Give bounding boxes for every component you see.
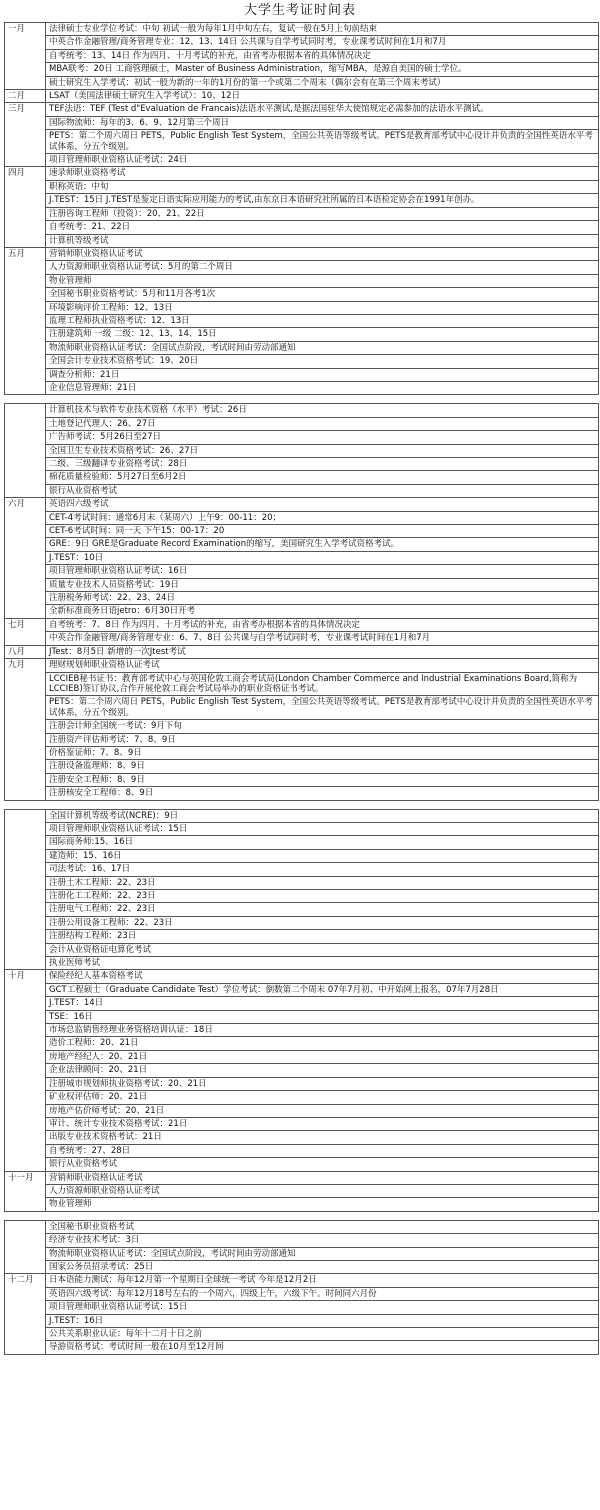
exam-entry: 注册电气工程师：22、23日 (46, 903, 599, 916)
exam-entry: PETS：第二个周六周日 PETS，Public English Test System，全国公共英语等级考试。PETS是教育部考试中心设计并负责的全国性英语水平考试体系，分五个级别。 (46, 696, 599, 720)
table-row (5, 903, 599, 916)
month-label: 五月 (5, 247, 46, 394)
exam-entry: 自考统考：21、22日 (46, 221, 599, 234)
month-label (5, 404, 46, 498)
table-row (5, 849, 599, 862)
table-row (5, 1301, 599, 1314)
table-row (5, 1050, 599, 1063)
exam-entry: 质量专业技术人员资格考试：19日 (46, 578, 599, 591)
table-row (5, 836, 599, 849)
exam-entry: MBA联考：20日 工商管理硕士，Master of Business Administration，缩写MBA，是源自美国的硕士学位。 (46, 63, 599, 76)
exam-entry: PETS：第二个周六周日 PETS，Public English Test System，全国公共英语等级考试。PETS是教育部考试中心设计并负责的全国性英语水平考试体系，分五个级别。 (46, 130, 599, 154)
table-row (5, 605, 599, 618)
table-row (5, 720, 599, 733)
exam-entry: 英语四六级考试 (46, 498, 599, 511)
section-divider (5, 395, 599, 404)
table-row (5, 404, 599, 417)
exam-entry: 广告师考试：5月26日至27日 (46, 431, 599, 444)
exam-entry: 自考统考：13、14日 作为四月、十月考试的补充，由省考办根据本省的具体情况决定 (46, 49, 599, 62)
exam-entry: 土地登记代理人：26、27日 (46, 417, 599, 430)
exam-entry: CET-4考试时间：通常6月末（某周六）上午9：00-11：20； (46, 511, 599, 524)
exam-entry: 注册核安全工程师：8、9日 (46, 787, 599, 800)
table-row (5, 565, 599, 578)
exam-entry: 物业管理师 (46, 1198, 599, 1211)
table-row (5, 1077, 599, 1090)
table-row (5, 1247, 599, 1260)
exam-entry: 公共关系职业认证：每年十二月十日之前 (46, 1328, 599, 1341)
table-row (5, 167, 599, 180)
exam-entry: 矿业权评估师：20、21日 (46, 1091, 599, 1104)
exam-entry: 保险经纪人基本资格考试 (46, 970, 599, 983)
exam-entry: 注册公用设备工程师：22、23日 (46, 916, 599, 929)
section-divider (5, 800, 599, 809)
exam-entry: 全国秘书职业资格考试：5月和11月各考1次 (46, 288, 599, 301)
exam-entry: 注册土木工程师：22、23日 (46, 876, 599, 889)
table-row (5, 983, 599, 996)
table-row (5, 484, 599, 497)
table-row (5, 221, 599, 234)
month-label: 一月 (5, 23, 46, 90)
table-row (5, 381, 599, 394)
exam-entry: J.TEST：14日 (46, 997, 599, 1010)
exam-entry: 全国计算机等级考试(NCRE)：9日 (46, 809, 599, 822)
table-row (5, 90, 599, 103)
exam-entry: 注册安全工程师：8、9日 (46, 773, 599, 786)
table-row (5, 632, 599, 645)
table-row (5, 997, 599, 1010)
exam-entry: 项目管理师职业资格认证考试：15日 (46, 1301, 599, 1314)
exam-entry: 注册税务师考试：22、23、24日 (46, 592, 599, 605)
month-label (5, 1220, 46, 1274)
exam-entry: 人力资源师职业资格认证考试 (46, 1184, 599, 1197)
month-label: 二月 (5, 90, 46, 103)
table-row (5, 444, 599, 457)
exam-entry: 注册建筑师 一级 二级：12、13、14、15日 (46, 328, 599, 341)
exam-entry: J.TEST：10日 (46, 551, 599, 564)
table-row (5, 1010, 599, 1023)
exam-entry: 注册会计师全国统一考试：9月下旬 (46, 720, 599, 733)
exam-entry: 速录师职业资格考试 (46, 167, 599, 180)
schedule-table (4, 22, 599, 1355)
table-row (5, 970, 599, 983)
table-row (5, 355, 599, 368)
table-row (5, 538, 599, 551)
table-row (5, 696, 599, 720)
exam-entry: 注册设备监理师：8、9日 (46, 760, 599, 773)
table-row (5, 1064, 599, 1077)
exam-entry: 造价工程师：20、21日 (46, 1037, 599, 1050)
exam-entry: 计算机等级考试 (46, 234, 599, 247)
table-row (5, 274, 599, 287)
page-title: 大学生考证时间表 (243, 3, 356, 18)
exam-entry: 人力资源师职业资格认证考试：5月的第二个周日 (46, 261, 599, 274)
table-row (5, 1328, 599, 1341)
table-row (5, 314, 599, 327)
exam-entry: 法律硕士专业学位考试：中旬 初试一般为每年1月中旬左右，复试一般在5月上旬前结束 (46, 23, 599, 36)
table-row (5, 301, 599, 314)
table-row (5, 130, 599, 154)
table-row (5, 809, 599, 822)
table-row (5, 180, 599, 193)
table-row (5, 659, 599, 672)
table-row (5, 1024, 599, 1037)
exam-entry: 银行从业资格考试 (46, 484, 599, 497)
exam-entry: 硕士研究生入学考试：初试一般为新的一年的1月份的第一个或第二个周末（偶尔会有在第三个周末考试） (46, 76, 599, 89)
exam-entry: 注册结构工程师：23日 (46, 930, 599, 943)
exam-entry: 银行从业资格考试 (46, 1158, 599, 1171)
table-row (5, 943, 599, 956)
exam-entry: LSAT（美国法律硕士研究生入学考试）：10、12日 (46, 90, 599, 103)
table-row (5, 36, 599, 49)
exam-entry: 二级、三级翻译专业资格考试：28日 (46, 458, 599, 471)
exam-entry: 物流师职业资格认证考试：全国试点阶段，考试时间由劳动部通知 (46, 1247, 599, 1260)
table-row (5, 916, 599, 929)
exam-entry: 全新标准商务日语jetro：6月30日开考 (46, 605, 599, 618)
exam-entry: 执业医师考试 (46, 957, 599, 970)
exam-entry: 建造师：15、16日 (46, 849, 599, 862)
exam-entry: 日本语能力测试：每年12月第一个星期日全球统一考试 今年是12月2日 (46, 1274, 599, 1287)
table-row (5, 154, 599, 167)
table-row (5, 511, 599, 524)
table-row (5, 1234, 599, 1247)
table-row (5, 247, 599, 260)
table-row (5, 368, 599, 381)
table-row (5, 551, 599, 564)
exam-entry: CET-6考试时间：同一天 下午15：00-17：20 (46, 525, 599, 538)
exam-entry: 注册咨询工程师（投资）：20、21、22日 (46, 207, 599, 220)
table-row (5, 773, 599, 786)
table-row (5, 618, 599, 631)
exam-entry: JTest：8月5日 新增的一次Jtest考试 (46, 645, 599, 658)
exam-entry: 中英合作金融管理/商务管理专业：6、7、8日 公共课与自学考试同时考，专业课考试时间在1月和7月 (46, 632, 599, 645)
exam-entry: 自考统考：7、8日 作为四月、十月考试的补充，由省考办根据本省的具体情况决定 (46, 618, 599, 631)
table-row (5, 1220, 599, 1233)
exam-entry: 理财规划师职业资格认证考试 (46, 659, 599, 672)
table-row (5, 63, 599, 76)
month-label (5, 809, 46, 970)
exam-entry: GRE：9日 GRE是Graduate Record Examination的缩写，美国研究生入学考试资格考试。 (46, 538, 599, 551)
exam-entry: 项目管理师职业资格认证考试：16日 (46, 565, 599, 578)
table-row (5, 1198, 599, 1211)
table-row (5, 863, 599, 876)
month-label: 十一月 (5, 1171, 46, 1211)
exam-entry: 导游资格考试：考试时间一般在10月至12月间 (46, 1341, 599, 1354)
month-label: 七月 (5, 618, 46, 645)
exam-entry: J.TEST：15日 J.TEST是鉴定日语实际应用能力的考试,由东京日本语研究社所属的日本语检定协会在1991年创办。 (46, 194, 599, 207)
table-row (5, 1091, 599, 1104)
exam-entry: 棉花质量检验师：5月27日至6月2日 (46, 471, 599, 484)
table-row (5, 23, 599, 36)
exam-entry: TEF法语：TEF (Test d"Evaluation de Francais)法语水平测试,是据法国驻华大使馆规定必需参加的法语水平测试。 (46, 103, 599, 116)
exam-entry: 全国秘书职业资格考试 (46, 1220, 599, 1233)
table-row (5, 1171, 599, 1184)
table-row (5, 207, 599, 220)
table-row (5, 525, 599, 538)
table-row (5, 672, 599, 696)
exam-entry: 计算机技术与软件专业技术资格（水平）考试：26日 (46, 404, 599, 417)
table-row (5, 1274, 599, 1287)
exam-entry: 物业管理师 (46, 274, 599, 287)
exam-entry: TSE：16日 (46, 1010, 599, 1023)
exam-entry: 经济专业技术考试：3日 (46, 1234, 599, 1247)
exam-entry: 司法考试：16、17日 (46, 863, 599, 876)
exam-entry: 环境影响评价工程师：12、13日 (46, 301, 599, 314)
exam-entry: 营销师职业资格认证考试 (46, 247, 599, 260)
table-row (5, 1287, 599, 1300)
table-row (5, 1144, 599, 1157)
table-row (5, 787, 599, 800)
table-row (5, 1341, 599, 1354)
month-label: 九月 (5, 659, 46, 800)
exam-entry: 物流师职业资格认证考试：全国试点阶段，考试时间由劳动部通知 (46, 341, 599, 354)
month-label: 四月 (5, 167, 46, 247)
exam-entry: 国际物流师：每年的3、6、9、12月第三个周日 (46, 116, 599, 129)
table-row (5, 1158, 599, 1171)
table-row (5, 890, 599, 903)
table-row (5, 760, 599, 773)
exam-entry: 注册资产评估师考试：7、8、9日 (46, 733, 599, 746)
table-row (5, 1117, 599, 1130)
exam-entry: LCCIEB秘书证书：教育部考试中心与英国伦敦工商会考试局(London Chamber Commerce and Industrial Examinations Board,简称为LCCIEB)签订协议,合作开展伦敦工商会考试局举办的职业资格证书考试。 (46, 672, 599, 696)
exam-entry: 出版专业技术资格考试：21日 (46, 1131, 599, 1144)
section-divider (5, 1211, 599, 1220)
exam-entry: 职称英语：中旬 (46, 180, 599, 193)
exam-entry: 房地产经纪人：20、21日 (46, 1050, 599, 1063)
table-row (5, 76, 599, 89)
month-label: 三月 (5, 103, 46, 167)
table-row (5, 341, 599, 354)
exam-entry: 审计、统计专业技术资格考试：21日 (46, 1117, 599, 1130)
table-row (5, 328, 599, 341)
table-row (5, 103, 599, 116)
table-row (5, 458, 599, 471)
exam-entry: 会计从业资格证电算化考试 (46, 943, 599, 956)
exam-entry: 项目管理师职业资格认证考试：15日 (46, 822, 599, 835)
exam-entry: 市场总监销售经理业务资格培训认证：18日 (46, 1024, 599, 1037)
table-row (5, 957, 599, 970)
table-row (5, 592, 599, 605)
exam-entry: 自考统考：27、28日 (46, 1144, 599, 1157)
table-row (5, 234, 599, 247)
month-label: 十二月 (5, 1274, 46, 1354)
month-label: 六月 (5, 498, 46, 619)
month-label: 十月 (5, 970, 46, 1171)
exam-entry: 调查分析师：21日 (46, 368, 599, 381)
exam-entry: 全国会计专业技术资格考试：19、20日 (46, 355, 599, 368)
exam-entry: 英语四六级考试：每年12月18号左右的一个周六，四级上午，六级下午。时间同六月份 (46, 1287, 599, 1300)
table-row (5, 930, 599, 943)
exam-entry: 注册城市规划师执业资格考试：20、21日 (46, 1077, 599, 1090)
table-row (5, 261, 599, 274)
table-row (5, 1260, 599, 1273)
table-row (5, 1184, 599, 1197)
table-row (5, 417, 599, 430)
exam-entry: 国家公务员招录考试：25日 (46, 1260, 599, 1273)
month-label: 八月 (5, 645, 46, 658)
table-row (5, 1314, 599, 1327)
table-row (5, 733, 599, 746)
exam-entry: 监理工程师执业资格考试：12、13日 (46, 314, 599, 327)
exam-entry: 国际商务师:15、16日 (46, 836, 599, 849)
table-row (5, 1037, 599, 1050)
table-row (5, 1131, 599, 1144)
table-row (5, 498, 599, 511)
table-row (5, 1104, 599, 1117)
table-row (5, 194, 599, 207)
exam-entry: 营销师职业资格认证考试 (46, 1171, 599, 1184)
table-row (5, 578, 599, 591)
table-row (5, 876, 599, 889)
exam-entry: 企业信息管理师：21日 (46, 381, 599, 394)
exam-entry: 项目管理师职业资格认证考试：24日 (46, 154, 599, 167)
table-row (5, 645, 599, 658)
exam-entry: 注册化工工程师：22、23日 (46, 890, 599, 903)
exam-entry: 企业法律顾问：20、21日 (46, 1064, 599, 1077)
table-row (5, 116, 599, 129)
exam-entry: 中英合作金融管理/商务管理专业：12、13、14日 公共课与自学考试同时考，专业课考试时间在1月和7月 (46, 36, 599, 49)
exam-entry: J.TEST：16日 (46, 1314, 599, 1327)
table-row (5, 471, 599, 484)
exam-entry: GCT工程硕士（Graduate Candidate Test）学位考试：倒数第二个周末 07年7月初、中开始网上报名，07年7月28日 (46, 983, 599, 996)
table-row (5, 288, 599, 301)
table-row (5, 822, 599, 835)
table-row (5, 746, 599, 759)
exam-entry: 全国卫生专业技术资格考试：26、27日 (46, 444, 599, 457)
exam-entry: 价格鉴证师：7、8、9日 (46, 746, 599, 759)
exam-entry: 房地产估价师考试：20、21日 (46, 1104, 599, 1117)
table-row (5, 49, 599, 62)
table-row (5, 431, 599, 444)
